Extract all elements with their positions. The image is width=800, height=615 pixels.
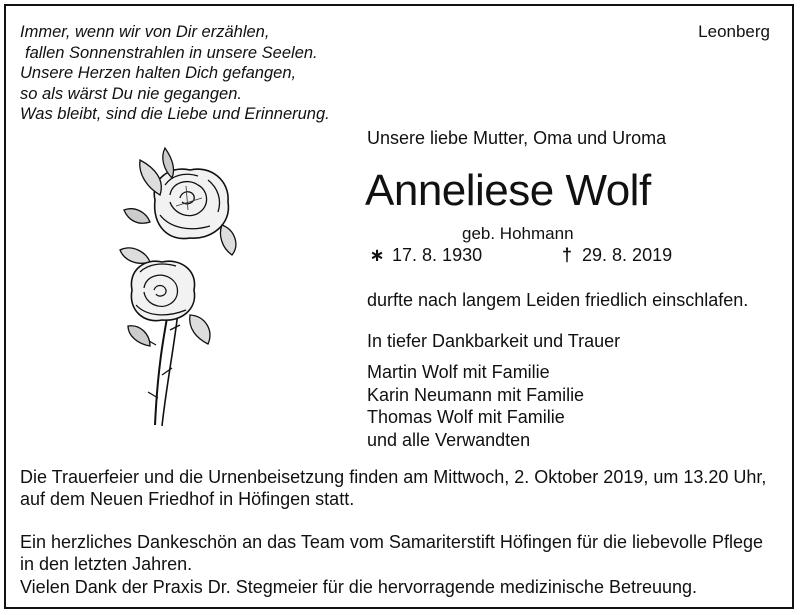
- maiden-name: geb. Hohmann: [462, 224, 574, 243]
- mourner-item: Martin Wolf mit Familie: [367, 362, 550, 382]
- thanks-care-team: Ein herzliches Dankeschön an das Team vom Samariterstift Höfingen für die liebevolle Pflege in den letzten Jahren.: [20, 532, 764, 574]
- mourner-item: und alle Verwandten: [367, 429, 531, 450]
- poem-line: so als wärst Du nie gegangen.: [20, 84, 242, 103]
- thanks-doctor: Vielen Dank der Praxis Dr. Stegmeier für die hervorragende medizinische Betreuung.: [20, 577, 698, 597]
- place-name: Leonberg: [698, 22, 770, 41]
- rose-illustration-icon: [110, 140, 245, 430]
- memorial-poem: [20, 22, 330, 125]
- grief-text: In tiefer Dankbarkeit und Trauer: [367, 331, 621, 351]
- death-date: 29. 8. 2019: [582, 245, 673, 265]
- funeral-info: Die Trauerfeier und die Urnenbeisetzung finden am Mittwoch, 2. Oktober 2019, um 13.20 Uhr, auf dem Neuen Friedhof in Höfingen statt.: [20, 467, 767, 509]
- death-cross-icon: †: [561, 245, 572, 265]
- passing-text: durfte nach langem Leiden friedlich einschlafen.: [367, 290, 749, 310]
- birth-date: 17. 8. 1930: [392, 245, 483, 265]
- mourner-item: Karin Neumann mit Familie: [367, 384, 585, 405]
- birth-date-group: [367, 245, 482, 266]
- intro-text: Unsere liebe Mutter, Oma und Uroma: [367, 128, 667, 148]
- deceased-name: Anneliese Wolf: [365, 166, 651, 215]
- death-date-group: [557, 245, 672, 266]
- poem-line: Unsere Herzen halten Dich gefangen,: [20, 64, 297, 82]
- mourners-list: [367, 361, 584, 451]
- mourner-item: Thomas Wolf mit Familie: [367, 407, 565, 427]
- poem-line: Immer, wenn wir von Dir erzählen,: [20, 23, 270, 41]
- birth-star-icon: ∗: [369, 245, 385, 265]
- poem-line: fallen Sonnenstrahlen in unsere Seelen.: [25, 43, 318, 62]
- poem-line: Was bleibt, sind die Liebe und Erinnerung.: [20, 105, 330, 123]
